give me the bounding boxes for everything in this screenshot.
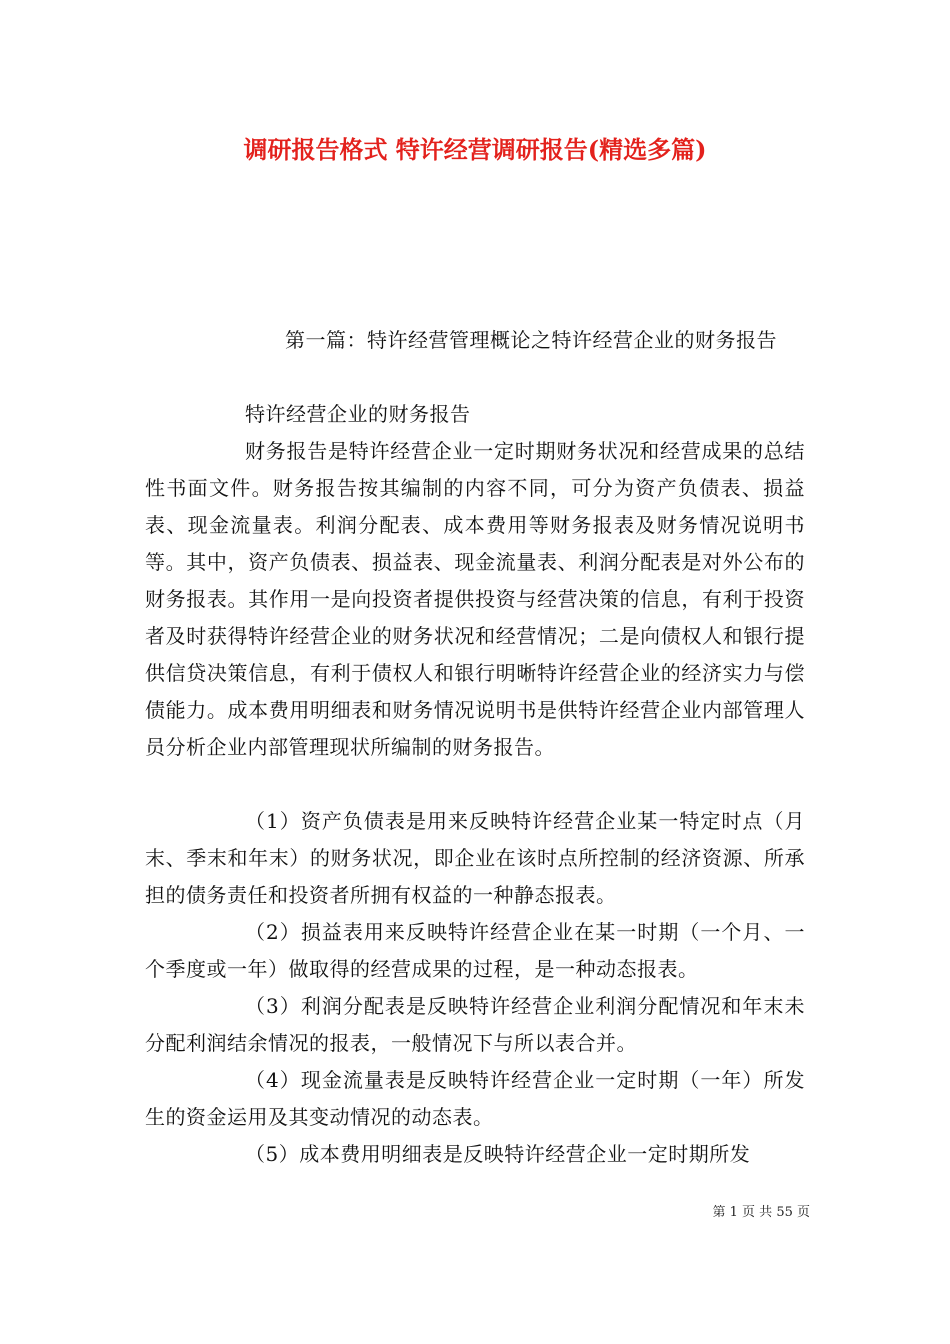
page-number: 第 1 页 共 55 页: [712, 1205, 810, 1220]
paragraph-item-4: （4）现金流量表是反映特许经营企业一定时期（一年）所发生的资金运用及其变动情况的动态表。: [145, 1068, 805, 1129]
paragraph-item-2: （2）损益表用来反映特许经营企业在某一时期（一个月、一个季度或一年）做取得的经营成果的过程，是一种动态报表。: [145, 920, 805, 981]
paragraph-item-1: （1）资产负债表是用来反映特许经营企业某一特定时点（月末、季末和年末）的财务状况，即企业在该时点所控制的经济资源、所承担的债务责任和投资者所拥有权益的一种静态报表。: [145, 809, 805, 907]
paragraph-chapter-heading: 第一篇：特许经营管理概论之特许经营企业的财务报告: [285, 328, 777, 352]
document-title: 调研报告格式 特许经营调研报告(精选多篇): [243, 135, 707, 164]
paragraph-item-5: （5）成本费用明细表是反映特许经营企业一定时期所发: [245, 1142, 751, 1166]
paragraph-item-3: （3）利润分配表是反映特许经营企业利润分配情况和年末未分配利润结余情况的报表，一般情况下与所以表合并。: [145, 994, 805, 1055]
paragraph-intro: 财务报告是特许经营企业一定时期财务状况和经营成果的总结性书面文件。财务报告按其编制的内容不同，可分为资产负债表、损益表、现金流量表。利润分配表、成本费用等财务报表及财务情况说明书等。其中，资产负债表、损益表、现金流量表、利润分配表是对外公布的财务报表。其作用一是向投资者提供投资与经营决策的信息，有利于投资者及时获得特许经营企业的财务状况和经营情况；二是向债权人和银行提供信贷决策信息，有利于债权人和银行明晰特许经营企业的经济实力与偿债能力。成本费用明细表和财务情况说明书是供特许经营企业内部管理人员分析企业内部管理现状所编制的财务报告。: [145, 439, 805, 759]
paragraph-section-heading: 特许经营企业的财务报告: [245, 402, 471, 426]
